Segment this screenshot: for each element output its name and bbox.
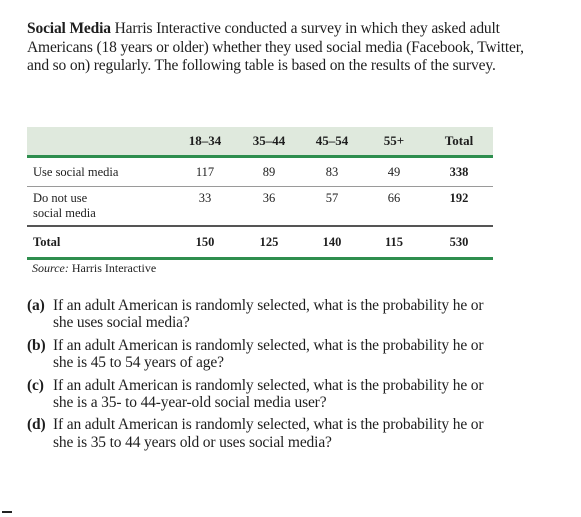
question-text: If an adult American is randomly selected, what is the probability he or she is a 35- to 44-year-old social media user? (53, 376, 484, 412)
table-cell: 66 (363, 187, 425, 227)
problem-text: Harris Interactive conducted a survey in which they asked adult Americans (18 years or older) whether they used social media (Facebook, Twitter, and so on) regularly. The following table is based on the results of the survey. (27, 20, 524, 75)
source-text: Harris Interactive (71, 261, 157, 275)
table-cell: 49 (363, 157, 425, 187)
header-empty (27, 127, 173, 157)
question-tag: (a) (27, 297, 45, 314)
table-cell: 150 (195, 235, 215, 249)
header-age-45-54: 45–54 (315, 133, 349, 148)
row-label: Use social media (27, 157, 173, 187)
table-cell: 140 (322, 235, 342, 249)
question-text: If an adult American is randomly selected, what is the probability he or she is 35 to 44 years old or uses social media? (53, 416, 484, 451)
header-age-35-44: 35–44 (252, 133, 286, 148)
problem-intro (27, 20, 537, 76)
row-label-line: social media (33, 206, 96, 220)
question-tag: (d) (27, 416, 46, 434)
table-header-row (27, 127, 493, 157)
row-label-line: Do not use (33, 191, 88, 205)
table-source (32, 261, 156, 276)
table-cell-total: 338 (425, 157, 493, 187)
problem-title: Social Media (27, 20, 111, 37)
header-age-55-plus: 55+ (383, 133, 405, 148)
table-cell: 117 (173, 157, 237, 187)
table-cell: 83 (301, 157, 363, 187)
table-cell: 33 (173, 187, 237, 227)
question-tag: (c) (27, 376, 44, 394)
table-cell: 125 (259, 235, 279, 249)
question-text: If an adult American is randomly selected, what is the probability he or she is 45 to 54 years of age? (53, 336, 484, 372)
header-age-18-34: 18–34 (188, 133, 222, 148)
table-cell-total: 530 (449, 235, 469, 249)
margin-dash (2, 511, 12, 513)
table-total-row (27, 226, 493, 259)
question-text: If an adult American is randomly selected, what is the probability he or she uses social media? (53, 297, 484, 332)
table-cell: 57 (301, 187, 363, 227)
table-cell-total: 192 (425, 187, 493, 227)
question-c (27, 377, 497, 412)
survey-table-container (27, 127, 493, 260)
question-tag: (b) (27, 336, 46, 354)
row-label (27, 187, 173, 227)
table-cell: 115 (384, 235, 404, 249)
question-list (27, 297, 497, 456)
survey-table (27, 127, 493, 260)
question-b (27, 337, 497, 372)
question-d (27, 416, 497, 451)
question-a (27, 297, 497, 332)
table-row (27, 157, 493, 187)
row-label: Total (33, 235, 61, 249)
source-label: Source: (32, 261, 69, 275)
header-total: Total (444, 133, 474, 148)
table-cell: 89 (237, 157, 301, 187)
table-row (27, 187, 493, 227)
table-cell: 36 (237, 187, 301, 227)
